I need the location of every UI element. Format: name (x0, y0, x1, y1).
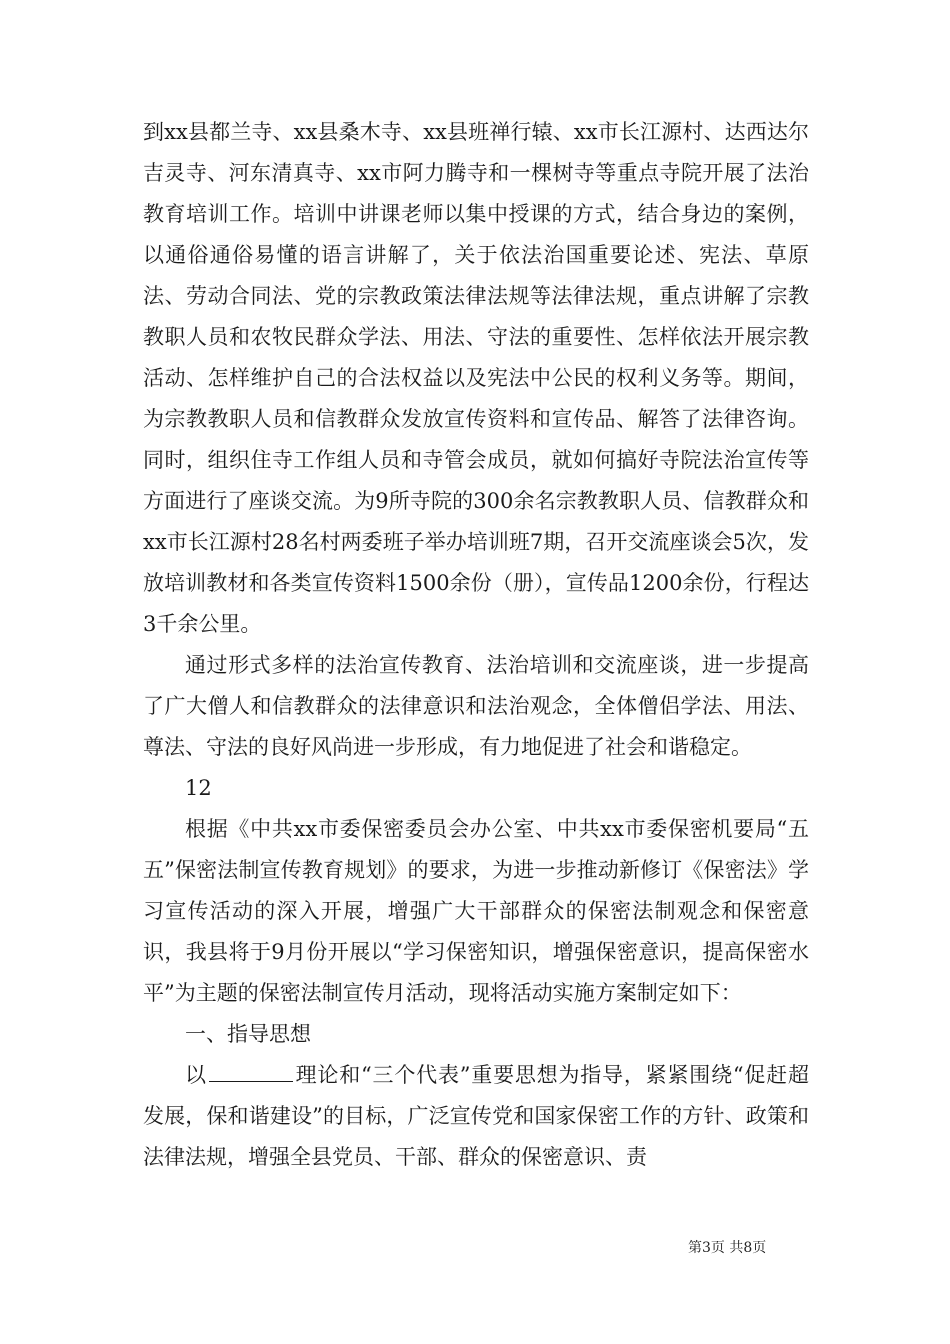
paragraph-temple-training: 到xx县都兰寺、xx县桑木寺、xx县班禅行辕、xx市长江源村、达西达尔吉灵寺、河东清真寺、xx市阿力腾寺和一棵树寺等重点寺院开展了法治教育培训工作。培训中讲课老师以集中授课的方式，结合身边的案例，以通俗通俗易懂的语言讲解了，关于依法治国重要论述、宪法、草原法、劳动合同法、党的宗教政策法律法规等法律法规，重点讲解了宗教教职人员和农牧民群众学法、用法、守法的重要性、怎样依法开展宗教活动、怎样维护自己的合法权益以及宪法中公民的权利义务等。期间，为宗教教职人员和信教群众发放宣传资料和宣传品、解答了法律咨询。同时，组织住寺工作组人员和寺管会成员，就如何搞好寺院法治宣传等方面进行了座谈交流。为9所寺院的300余名宗教教职人员、信教群众和xx市长江源村28名村两委班子举办培训班7期，召开交流座谈会5次，发放培训教材和各类宣传资料1500余份（册），宣传品1200余份，行程达3千余公里。 (143, 120, 809, 636)
footer-total-pages: 8 (743, 1240, 753, 1256)
page-number-footer (688, 1239, 766, 1257)
fill-in-blank (209, 1059, 293, 1082)
document-body (143, 112, 809, 1178)
guiding-text-after-blank: 理论和“三个代表”重要思想为指导，紧紧围绕“促赶超发展，保和谐建设”的目标，广泛宣传党和国家保密工作的方针、政策和法律法规，增强全县党员、干部、群众的保密意识、责 (143, 1063, 809, 1169)
paragraph-secrecy-plan: 根据《中共xx市委保密委员会办公室、中共xx市委保密机要局“五五”保密法制宣传教育规划》的要求，为进一步推动新修订《保密法》学习宣传活动的深入开展，增强广大干部群众的保密法制观念和保密意识，我县将于9月份开展以“学习保密知识，增强保密意识，提高保密水平”为主题的保密法制宣传月活动，现将活动实施方案制定如下： (143, 817, 809, 1005)
footer-middle: 页 共 (710, 1240, 744, 1256)
guiding-text-before-blank: 以 (185, 1063, 207, 1087)
section-number: 12 (185, 776, 212, 800)
footer-suffix: 页 (752, 1240, 767, 1256)
footer-current-page: 3 (702, 1240, 711, 1256)
paragraph-guiding-ideology (143, 1055, 809, 1178)
heading-guiding-ideology: 一、指导思想 (185, 1022, 311, 1046)
footer-prefix: 第 (688, 1240, 702, 1256)
paragraph-outcome: 通过形式多样的法治宣传教育、法治培训和交流座谈，进一步提高了广大僧人和信教群众的法律意识和法治观念，全体僧侣学法、用法、尊法、守法的良好风尚进一步形成，有力地促进了社会和谐稳定。 (143, 653, 809, 759)
